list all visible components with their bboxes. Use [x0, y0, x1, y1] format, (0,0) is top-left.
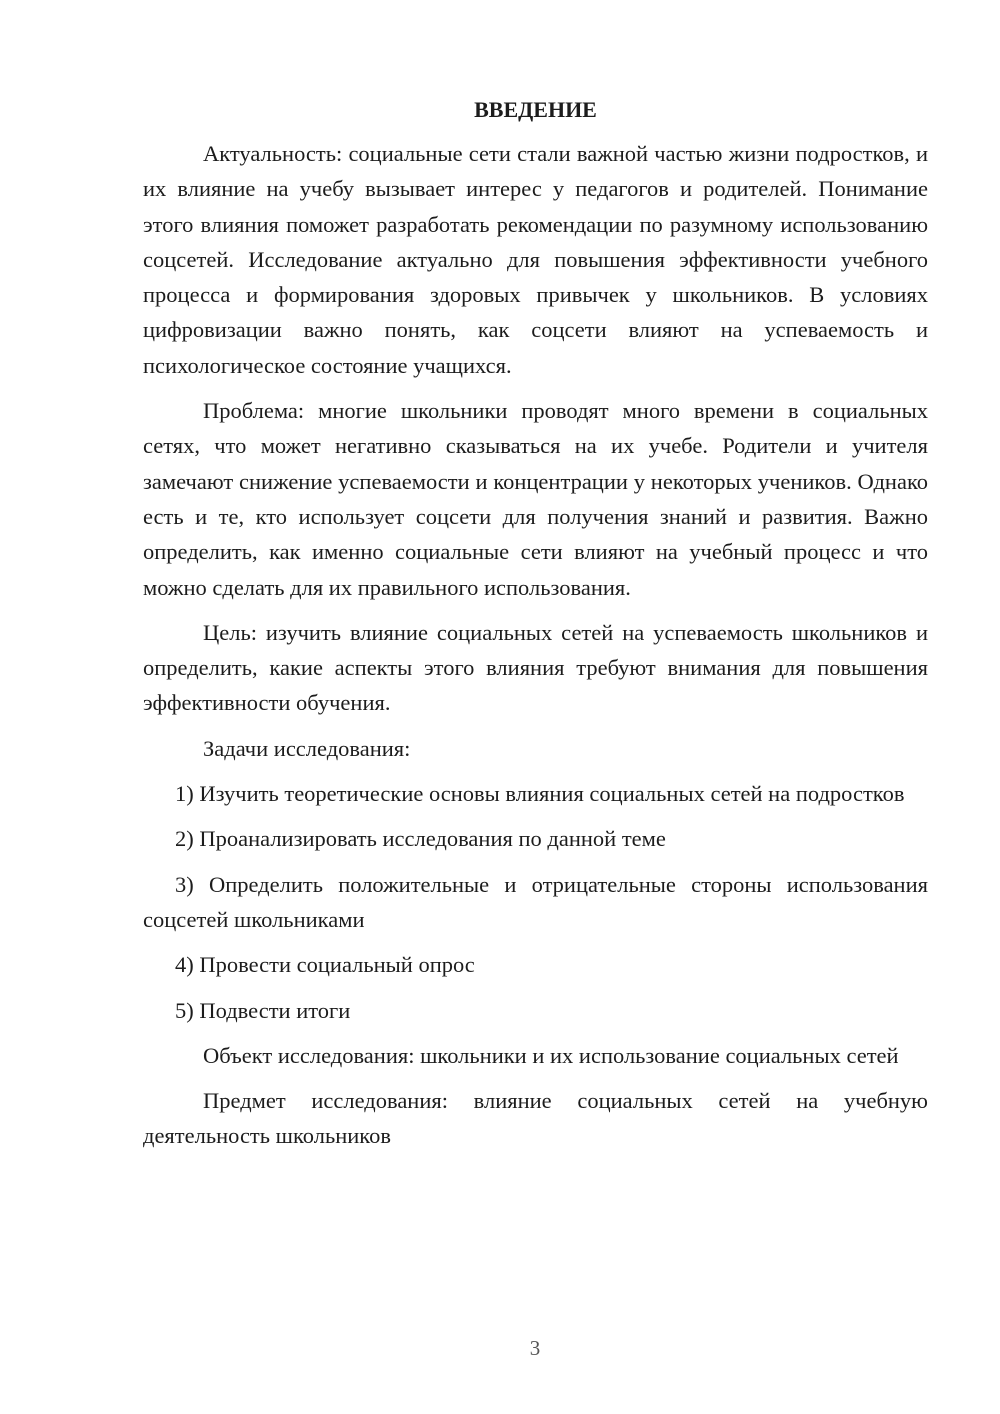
section-heading: ВВЕДЕНИЕ: [474, 97, 597, 122]
task-item-1: 1) Изучить теоретические основы влияния социальных сетей на подростков: [175, 781, 905, 807]
task-item-5: 5) Подвести итоги: [175, 997, 351, 1023]
goal-paragraph: Цель: изучить влияние социальных сетей на успеваемость школьников и определить, какие аспекты этого влияния требуют внимания для повышения эффективности обучения.: [143, 619, 928, 716]
tasks-heading: Задачи исследования:: [203, 735, 411, 761]
problem-paragraph: Проблема: многие школьники проводят много времени в социальных сетях, что может негативно сказываться на их учебе. Родители и учителя замечают снижение успеваемости и концентрации у некоторых учеников. Однако есть и те, кто использует соцсети для получения знаний и развития. Важно определить, как именно социальные сети влияют на учебный процесс и что можно сделать для их правильного использования.: [143, 398, 928, 600]
object-paragraph: Объект исследования: школьники и их использование социальных сетей: [203, 1042, 899, 1068]
task-item-4: 4) Провести социальный опрос: [175, 952, 475, 978]
subject-paragraph: Предмет исследования: влияние социальных сетей на учебную деятельность школьников: [143, 1088, 928, 1149]
relevance-paragraph: Актуальность: социальные сети стали важной частью жизни подростков, и их влияние на учебу вызывает интерес у педагогов и родителей. Понимание этого влияния поможет разработать рекомендации по разумному использованию соцсетей. Исследование актуально для повышения эффективности учебного процесса и формирования здоровых привычек у школьников. В условиях цифровизации важно понять, как соцсети влияют на успеваемость и психологическое состояние учащихся.: [143, 141, 928, 378]
document-page: [143, 92, 928, 1164]
task-item-2: 2) Проанализировать исследования по данной теме: [175, 826, 666, 852]
page-number: 3: [529, 1336, 541, 1360]
task-item-3: 3) Определить положительные и отрицательные стороны использования соцсетей школьниками: [143, 871, 928, 932]
